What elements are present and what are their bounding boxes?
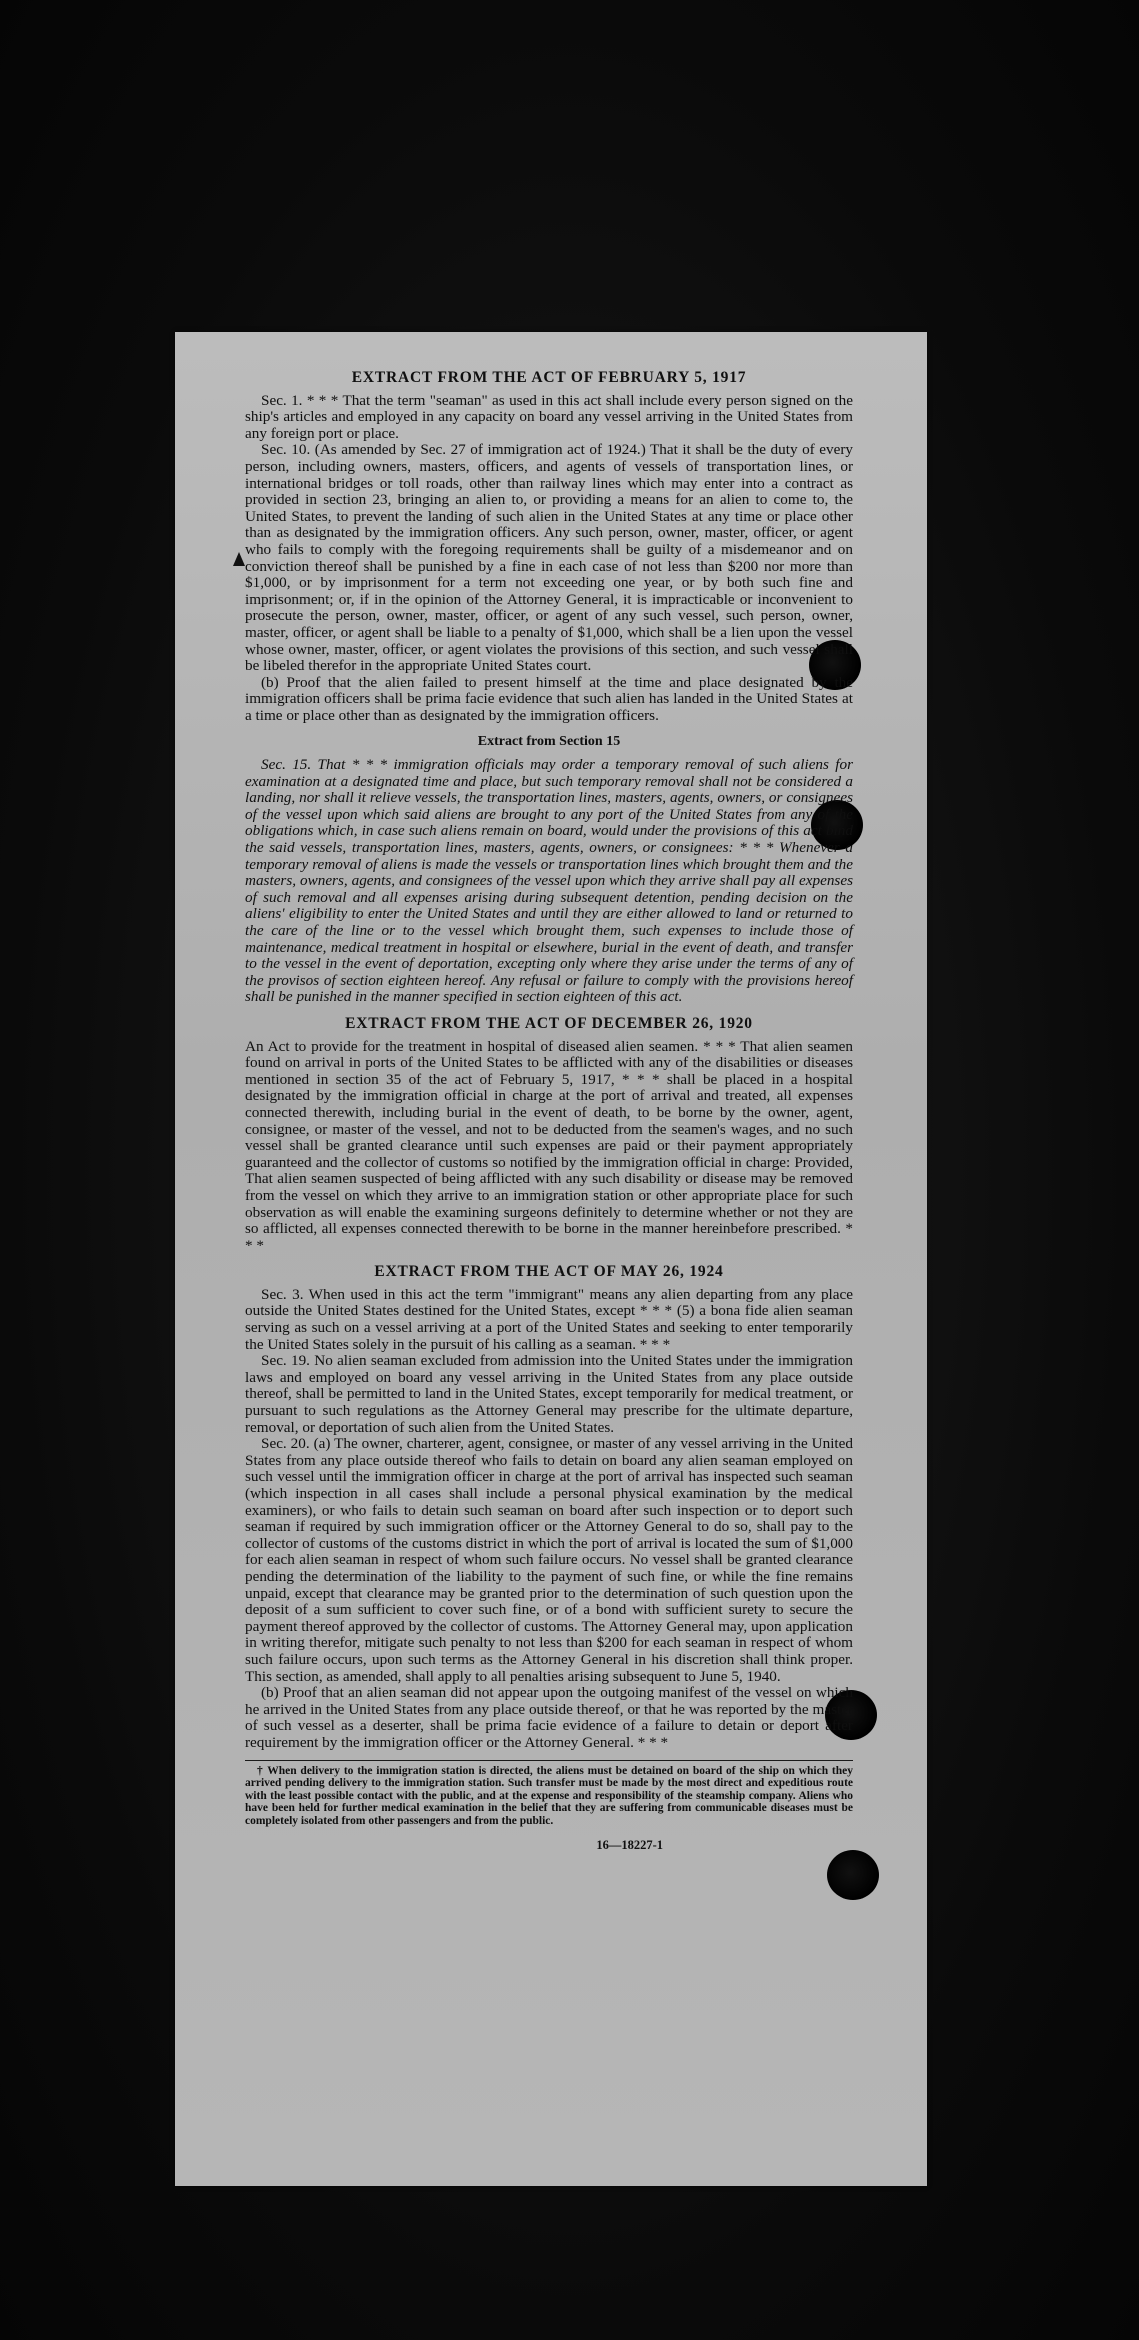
arrow-mark-icon — [233, 552, 245, 566]
paragraph-act-1920: An Act to provide for the treatment in hospital of diseased alien seamen. * * * That alien seamen found on arrival in ports of the United States to be afflicted with any of the disabilities or diseases mentioned in section 35 of the act of February 5, 1917, * * * shall be placed in a hospital designated by the immigration official in charge at the port of arrival and treated, all expenses connected therewith, including burial in the event of death, to be borne by the owner, agent, consignee, or master of the vessel, and not to be deducted from the seamen's wages, and no such vessel shall be granted clearance until such expenses are paid or their payment appropriately guaranteed and the collector of customs so notified by the immigration official in charge: Provided, That alien seamen suspected of being afflicted with any such disability or disease may be removed from the vessel on which they arrive to an immigration station or other appropriate place for such observation as will enable the examining surgeons definitely to determine whether or not they are so afflicted, all expenses connected therewith to be borne in the manner hereinbefore prescribed. * * * — [245, 1037, 853, 1254]
paragraph-sec-15: Sec. 15. That * * * immigration officials may order a temporary removal of such aliens for examination at a designated time and place, but such temporary removal shall not be considered a landing, nor shall it relieve vessels, the transportation lines, masters, agents, owners, or consignees of the vessel upon which said aliens are brought to any port of the United States from any of the obligations which, in case such aliens remain on board, would under the provisions of this act bind the said vessels, transportation lines, masters, agents, owners, or consignees: * * * Whenever a temporary removal of aliens is made the vessels or transportation lines which brought them and the masters, owners, agents, and consignees of the vessel upon which they arrive shall pay all expenses of such removal and all expenses arising during subsequent detention, pending decision on the aliens' eligibility to enter the United States and until they are either allowed to land or returned to the care of the line or to the vessel which brought them, such expenses to include those of maintenance, medical treatment in hospital or elsewhere, burial in the event of death, and transfer to the vessel in the event of deportation, excepting only where they arise under the terms of any of the provisos of section eighteen hereof. Any refusal or failure to comply with the provisions hereof shall be punished in the manner specified in section eighteen of this act. — [245, 756, 853, 1006]
paragraph-sec-19: Sec. 19. No alien seaman excluded from admission into the United States under the immigration laws and employed on board any vessel arriving in the United States from any place outside thereof, shall be permitted to land in the United States, except temporarily for medical treatment, or pursuant to such regulations as the Attorney General may prescribe for the ultimate departure, removal, or deportation of such alien from the United States. — [245, 1352, 853, 1436]
paragraph-sec-3: Sec. 3. When used in this act the term "immigrant" means any alien departing from any place outside the United States destined for the United States, except * * * (5) a bona fide alien seaman serving as such on a vessel arriving at a port of the United States and seeking to enter temporarily the United States solely in the pursuit of his calling as a seaman. * * * — [245, 1285, 853, 1353]
document-page — [175, 332, 927, 2186]
footnote-text: † When delivery to the immigration station is directed, the aliens must be detained on board of the ship on which they arrived pending delivery to the immigration station. Such transfer must be made by the most direct and expeditious route with the least possible contact with the public, and at the expense and responsibility of the steamship company. Aliens who have been held for further medical examination in the belief that they are suffering from communicable diseases must be completely isolated from other passengers and from the public. — [245, 1764, 853, 1827]
document-text — [245, 370, 853, 1854]
punch-hole-icon — [827, 1850, 879, 1900]
footnote — [245, 1765, 853, 1828]
subheading-section-15: Extract from Section 15 — [477, 734, 621, 750]
heading-act-1917: EXTRACT FROM THE ACT OF FEBRUARY 5, 1917 — [351, 369, 747, 386]
heading-act-1920: EXTRACT FROM THE ACT OF DECEMBER 26, 1920 — [345, 1014, 753, 1032]
paragraph-sec-20a: Sec. 20. (a) The owner, charterer, agent, consignee, or master of any vessel arriving in the United States from any place outside thereof who fails to detain on board any alien seaman employed on such vessel until the immigration officer in charge at the port of arrival has inspected such seaman (which inspection in all cases shall include a personal physical examination by the medical examiners), or who fails to detain such seaman on board after such inspection or to deport such seaman if required by such immigration officer or the Attorney General to do so, shall pay to the collector of customs of the customs district in which the port of arrival is located the sum of $1,000 for each alien seaman in respect of whom such failure occurs. No vessel shall be granted clearance pending the determination of the liability to the payment of such fine, or while the fine remains unpaid, except that clearance may be granted prior to the determination of such question upon the deposit of a sum sufficient to cover such fine, or of a bond with sufficient surety to secure the payment thereof approved by the collector of customs. The Attorney General may, upon application in writing therefor, mitigate such penalty to not less than $200 for each seaman in respect of whom such failure occurs, upon such terms as the Attorney General in his discretion shall think proper. This section, as amended, shall apply to all penalties arising subsequent to June 5, 1940. — [245, 1435, 853, 1685]
paragraph-sec-20b: (b) Proof that an alien seaman did not appear upon the outgoing manifest of the vessel on which he arrived in the United States from any place outside thereof, or that he was reported by the master of such vessel as a deserter, shall be prima facie evidence of a failure to detain or deport after requirement by the immigration officer or the Attorney General. * * * — [245, 1684, 853, 1751]
paragraph-sec-1: Sec. 1. * * * That the term "seaman" as used in this act shall include every person signed on the ship's articles and employed in any capacity on board any vessel arriving in the United States from any foreign port or place. — [245, 391, 853, 442]
paragraph-sec-10b: (b) Proof that the alien failed to present himself at the time and place designated by the immigration officers shall be prima facie evidence that such alien has landed in the United States at a time or place other than as designated by the immigration officers. — [245, 673, 853, 724]
paragraph-sec-10: Sec. 10. (As amended by Sec. 27 of immigration act of 1924.) That it shall be the duty of every person, including owners, masters, officers, and agents of vessels of transportation lines, or international bridges or toll roads, other than railway lines which may enter into a contract as provided in section 23, bringing an alien to, or providing a means for an alien to come to, the United States, to prevent the landing of such alien in the United States at any time or place other than as designated by the immigration officers. Any such person, owner, master, officer, or agent who fails to comply with the foregoing requirements shall be guilty of a misdemeanor and on conviction thereof shall be punished by a fine in each case of not less than $200 nor more than $1,000, or by imprisonment for a term not exceeding one year, or by both such fine and imprisonment; or, if in the opinion of the Attorney General, it is impracticable or inconvenient to prosecute the person, owner, master, officer, or agent of any such vessel, such person, owner, master, officer, or agent shall be liable to a penalty of $1,000, which shall be a lien upon the vessel whose owner, master, officer, or agent violates the provisions of this section, and such vessel shall be libeled therefor in the appropriate United States court. — [245, 441, 853, 675]
heading-act-1924: EXTRACT FROM THE ACT OF MAY 26, 1924 — [374, 1263, 724, 1281]
form-number: 16—18227-1 — [596, 1838, 663, 1853]
divider — [245, 1760, 853, 1761]
